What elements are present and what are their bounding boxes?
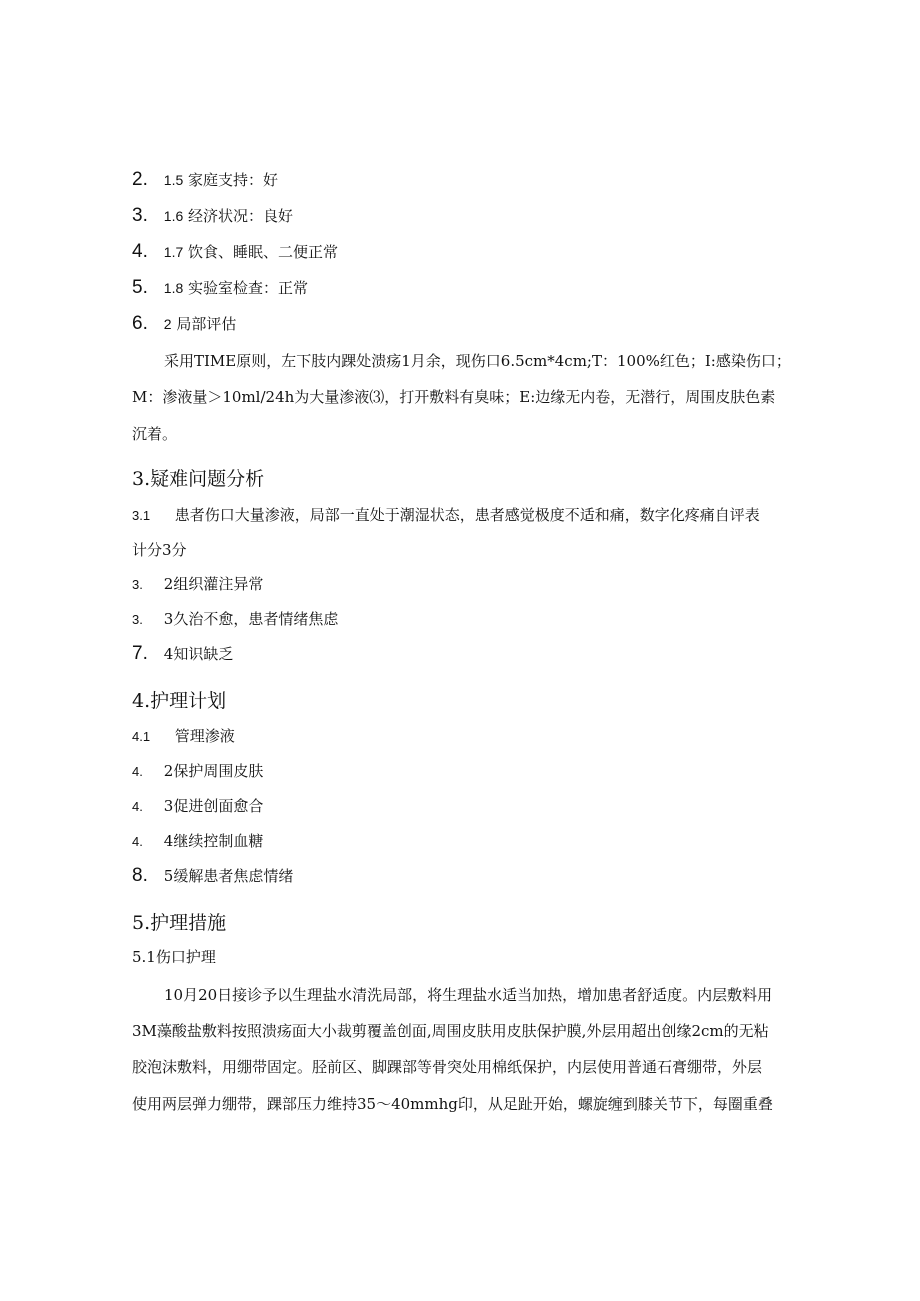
care-paragraph-line: 10月20日接诊予以生理盐水清洗局部，将生理盐水适当加热，增加患者舒适度。内层敷料用 [164, 986, 773, 1004]
list-item [132, 574, 263, 595]
care-paragraph-line: 胶泡沫敷料，用绷带固定。胫前区、脚踝部等骨突处用棉纸保护，内层使用普通石膏绷带，外层 [132, 1058, 763, 1076]
list-item [132, 831, 263, 852]
list-text: 经济状况：良好 [188, 207, 294, 225]
care-paragraph-line: 使用两层弹力绷带，踝部压力维持35～40mmhg印，从足趾开始，螺旋缠到膝关节下，每圈重叠 [132, 1095, 773, 1113]
list-item [132, 278, 308, 298]
list-text: 5缓解患者焦虑情绪 [163, 867, 294, 885]
list-number: 7. [132, 643, 148, 664]
assessment-paragraph-line: 沉着。 [132, 425, 178, 443]
list-text: 2保护周围皮肤 [163, 762, 264, 780]
section-heading: 4.护理计划 [132, 690, 227, 712]
list-item-continuation: 计分3分 [132, 541, 187, 559]
list-number: 4. [132, 834, 143, 849]
care-paragraph-line: 3M藻酸盐敷料按照溃疡面大小裁剪覆盖创面,周围皮肤用皮肤保护膜,外层用超出创缘2cm的无粘 [132, 1022, 769, 1040]
list-number: 3. [132, 205, 148, 226]
list-text: 局部评估 [176, 315, 237, 333]
list-number: 3. [132, 612, 143, 627]
list-sub-number: 1.7 [163, 244, 184, 260]
list-text: 患者伤口大量渗液，局部一直处于潮湿状态，患者感觉极度不适和痛，数字化疼痛自评表 [174, 506, 760, 524]
list-sub-number: 1.5 [163, 172, 184, 188]
list-sub-number: 1.8 [163, 280, 184, 296]
list-number: 4. [132, 799, 143, 814]
list-number: 4. [132, 764, 143, 779]
list-number: 4. [132, 241, 148, 262]
list-text: 2组织灌注异常 [163, 575, 264, 593]
list-item [132, 866, 293, 886]
list-item [132, 314, 236, 334]
list-item [132, 644, 233, 664]
list-item [132, 726, 235, 747]
list-item [132, 242, 338, 262]
list-text: 管理渗液 [174, 727, 235, 745]
section-heading: 3.疑难问题分析 [132, 468, 265, 490]
list-item [132, 170, 278, 190]
assessment-paragraph-line: M：渗液量＞10ml/24h为大量渗液⑶，打开敷料有臭味；E:边缘无内卷，无潜行，周围皮肤色素 [132, 388, 776, 406]
list-item [132, 761, 263, 782]
list-text: 4继续控制血糖 [163, 832, 264, 850]
list-item [132, 206, 293, 226]
list-number: 4.1 [132, 729, 151, 744]
list-number: 3.1 [132, 508, 151, 523]
list-text: 4知识缺乏 [163, 645, 234, 663]
list-text: 3促进创面愈合 [163, 797, 264, 815]
list-item [132, 505, 760, 526]
list-number: 8. [132, 865, 148, 886]
list-item [132, 796, 263, 817]
list-item [132, 609, 338, 630]
list-number: 5. [132, 277, 148, 298]
list-number: 3. [132, 577, 143, 592]
list-number: 6. [132, 313, 148, 334]
section-heading: 5.护理措施 [132, 912, 227, 934]
list-number: 2. [132, 169, 148, 190]
assessment-paragraph-line: 采用TIME原则，左下肢内踝处溃疡1月余，现伤口6.5cm*4cm;T：100%红色；I:感染伤口； [164, 352, 791, 370]
list-text: 饮食、睡眠、二便正常 [188, 243, 339, 261]
list-text: 3久治不愈，患者情绪焦虑 [163, 610, 339, 628]
list-sub-number: 1.6 [163, 208, 184, 224]
list-text: 家庭支持：好 [188, 171, 279, 189]
list-text: 实验室检查：正常 [188, 279, 309, 297]
list-sub-number: 2 [163, 316, 172, 332]
sub-heading: 5.1伤口护理 [132, 948, 216, 966]
